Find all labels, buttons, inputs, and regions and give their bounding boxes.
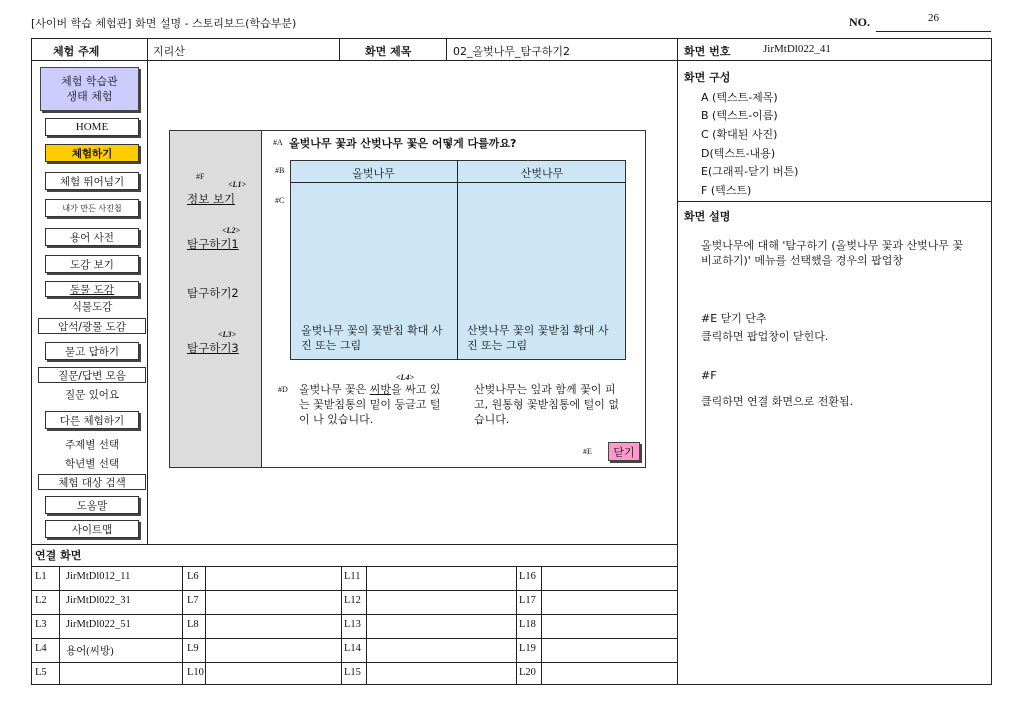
nav-glossary[interactable]: 용어 사전 (45, 228, 139, 246)
connection-screen-id: JirMtDl012_11 (66, 571, 131, 582)
desc-olbeot-post: 을 싸고 있는 꽃받침통의 밑이 둥글고 털이 나 있습니다. (299, 383, 441, 426)
nav-ask-question[interactable]: 질문 있어요 (64, 388, 120, 401)
nav-qa-collection[interactable]: 질문/답변 모음 (38, 367, 146, 383)
nav-skip-experience[interactable]: 체험 뛰어넘기 (45, 172, 139, 190)
desc-f-body: 클릭하면 연결 화면으로 전환됨. (701, 395, 854, 408)
page-number: 26 (928, 12, 939, 24)
nav-encyclopedia[interactable]: 도감 보기 (45, 255, 139, 273)
tag-a: #A (273, 138, 283, 147)
link-tag-l3: <L3> (218, 330, 237, 339)
link-tag-l4: <L4> (396, 373, 415, 382)
menu-explore1[interactable]: 탐구하기1 (187, 237, 239, 251)
photo-placeholder-sanbeot: 산벚나무 꽃의 꽃받침 확대 사진 또는 그림 (467, 324, 609, 352)
col-header-olbeot: 올벚나무 (352, 167, 395, 180)
menu-info[interactable]: 정보 보기 (187, 192, 236, 206)
tag-f: #F (196, 172, 205, 181)
composition-item-b: B (텍스트-이름) (701, 109, 778, 122)
link-ovary[interactable]: 씨방 (369, 383, 392, 396)
tag-b: #B (275, 166, 285, 175)
nav-home[interactable]: HOME (45, 118, 139, 136)
connection-label: L12 (344, 595, 361, 606)
link-tag-l1: <L1> (228, 180, 247, 189)
connection-label: L20 (519, 667, 536, 678)
nav-header-line2: 생태 체험 (66, 90, 113, 103)
connection-label: L13 (344, 619, 361, 630)
nav-experience[interactable]: 체험하기 (45, 144, 139, 162)
close-button[interactable]: 닫기 (608, 442, 640, 461)
desc-body: 올벚나무에 대해 '탐구하기 (올벚나무 꽃과 산벚나무 꽃 비교하기)' 메뉴를 선택했을 경우의 팝업창 (701, 239, 964, 267)
composition-item-d: D(텍스트-내용) (701, 147, 776, 160)
connection-label: L15 (344, 667, 361, 678)
tag-d: #D (278, 385, 288, 394)
subject-value: 지리산 (153, 45, 185, 58)
link-tag-l2: <L2> (222, 226, 241, 235)
nav-help[interactable]: 도움말 (45, 496, 139, 514)
nav-header-box (40, 67, 139, 111)
tag-e: #E (583, 447, 592, 456)
nav-my-album[interactable]: 내가 만든 사진첩 (45, 199, 139, 217)
nav-sitemap[interactable]: 사이트맵 (45, 520, 139, 538)
connection-screen-id: JirMtDl022_31 (66, 595, 131, 606)
menu-explore2: 탐구하기2 (187, 286, 239, 300)
nav-other-experience[interactable]: 다른 체험하기 (45, 411, 139, 429)
connection-label: L2 (35, 595, 47, 606)
nav-rock-guide[interactable]: 암석/광물 도감 (38, 318, 146, 334)
subject-label: 체험 주제 (53, 45, 100, 58)
nav-by-grade[interactable]: 학년별 선택 (64, 457, 120, 470)
connection-label: L5 (35, 667, 47, 678)
connection-label: L10 (187, 667, 204, 678)
popup-title: 올벚나무 꽃과 산벚나무 꽃은 어떻게 다를까요? (289, 137, 517, 150)
connection-label: L1 (35, 571, 47, 582)
connection-label: L19 (519, 643, 536, 654)
connection-label: L3 (35, 619, 47, 630)
desc-e-body: 클릭하면 팝업창이 닫힌다. (701, 330, 829, 343)
composition-item-c: C (확대된 사진) (701, 128, 778, 141)
connection-label: L8 (187, 619, 199, 630)
connection-label: L14 (344, 643, 361, 654)
composition-item-a: A (텍스트-제목) (701, 91, 778, 104)
connection-screen-id: 용어(씨방) (66, 646, 114, 657)
screen-title-label: 화면 제목 (365, 45, 412, 58)
nav-animal-guide[interactable]: 동물 도감 (45, 281, 139, 297)
tag-c: #C (275, 196, 285, 205)
desc-olbeot (299, 382, 449, 427)
connection-label: L17 (519, 595, 536, 606)
connection-label: L4 (35, 643, 47, 654)
document-title: [사이버 학습 체험관] 화면 설명 - 스토리보드(학습부분) (31, 17, 297, 30)
col-header-sanbeot: 산벚나무 (520, 167, 564, 180)
page-number-underline (876, 31, 991, 32)
screen-title-value: 02_올벚나무_탐구하기2 (453, 45, 571, 58)
desc-e-title: #E 닫기 단추 (701, 312, 767, 325)
photo-placeholder-olbeot: 올벚나무 꽃의 꽃받침 확대 사진 또는 그림 (301, 324, 443, 352)
desc-f-title: #F (701, 369, 717, 382)
nav-by-topic[interactable]: 주제별 선택 (64, 438, 120, 451)
connection-label: L16 (519, 571, 536, 582)
nav-header-line1: 체험 학습관 (61, 75, 118, 88)
nav-plant-guide[interactable]: 식물도감 (71, 300, 113, 313)
connection-label: L11 (344, 571, 361, 582)
menu-explore3[interactable]: 탐구하기3 (187, 341, 239, 355)
connection-label: L6 (187, 571, 199, 582)
composition-item-f: F (텍스트) (701, 184, 752, 197)
nav-search-target[interactable]: 체험 대상 검색 (38, 474, 146, 490)
composition-title: 화면 구성 (684, 71, 731, 84)
desc-olbeot-pre: 올벚나무 꽃은 (299, 383, 370, 396)
desc-sanbeot: 산벚나무는 잎과 함께 꽃이 피고, 원통형 꽃받침통에 털이 없습니다. (474, 383, 619, 426)
page-number-label: NO. (849, 15, 870, 29)
nav-qa[interactable]: 묻고 답하기 (45, 342, 139, 360)
connection-label: L7 (187, 595, 199, 606)
desc-title: 화면 설명 (684, 210, 731, 223)
screen-number-value: JirMtDl022_41 (763, 43, 831, 55)
connection-screen-id: JirMtDl022_51 (66, 619, 131, 630)
screen-number-label: 화면 번호 (684, 45, 731, 58)
connection-label: L9 (187, 643, 199, 654)
composition-item-e: E(그래픽-닫기 버튼) (701, 165, 799, 178)
connections-title: 연결 화면 (35, 549, 82, 562)
connection-label: L18 (519, 619, 536, 630)
